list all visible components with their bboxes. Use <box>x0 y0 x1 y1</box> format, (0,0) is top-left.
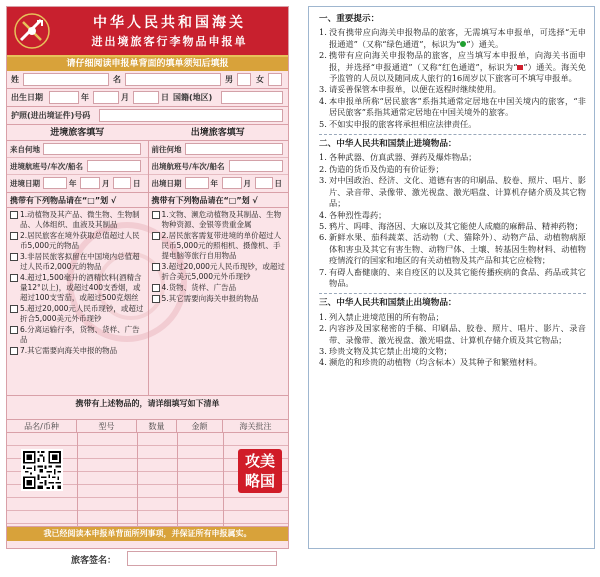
given-name-label: 名 <box>113 75 121 84</box>
prohibited-export-item <box>319 312 586 323</box>
from-label: 来自何地 <box>10 145 40 154</box>
item-number: 1. <box>319 27 327 38</box>
outgoing-item-text: 1.文物、濒危动植物及其制品、生物物种资源、金银等贵重金属 <box>161 210 282 229</box>
outgoing-year-label: 年 <box>210 179 218 188</box>
col-model: 型号 <box>77 420 137 432</box>
outgoing-month-label: 月 <box>243 179 251 188</box>
carry-incoming-title: 携带有下列物品请在“□”划 √ <box>10 196 117 205</box>
col-quantity: 数量 <box>137 420 177 432</box>
notice-bar: 请仔细阅读申报单背面的填单须知后填报 <box>7 57 288 71</box>
form-subtitle: 进出境旅客行李物品申报单 <box>91 35 248 48</box>
item-text: 列入禁止进境范围的所有物品； <box>329 311 444 322</box>
outgoing-item-checkbox[interactable] <box>152 295 160 303</box>
outgoing-flight-field[interactable] <box>229 160 283 172</box>
incoming-month-label: 月 <box>102 179 110 188</box>
signature-row <box>7 541 288 577</box>
outgoing-item <box>152 231 286 261</box>
name-row <box>7 71 288 89</box>
travel-section-title <box>7 125 288 141</box>
red-square-icon <box>517 65 523 70</box>
item-number: 2. <box>319 50 327 61</box>
incoming-item-checkbox[interactable] <box>10 347 18 355</box>
declare-table-header <box>7 420 288 433</box>
prohibited-export-item <box>319 346 586 357</box>
prohibited-export-item <box>319 357 586 368</box>
incoming-year-field[interactable] <box>43 177 67 189</box>
prohibited-import-item <box>319 267 586 290</box>
outgoing-item-text: 3.超过20,000元人民币现钞，或超过折合美元5,000元外币现钞 <box>161 262 285 281</box>
incoming-item-text: 4.超过1,500毫升的酒精饮料(酒精含量12°以上)，或超过400支香烟，或超过100支雪茄，或超过500克烟丝 <box>20 273 142 302</box>
prohibited-import-item <box>319 152 586 163</box>
outgoing-month-field[interactable] <box>222 177 242 189</box>
incoming-item <box>10 210 145 230</box>
item-number: 3. <box>319 175 327 186</box>
item-number: 2. <box>319 163 327 174</box>
incoming-flight-label: 进境航班号/车次/船名 <box>10 162 83 171</box>
prohibited-export-item <box>319 323 586 346</box>
passport-field[interactable] <box>99 109 283 122</box>
confirm-statement: 我已经阅读本申报单背面所列事项，并保证所有申报属实。 <box>7 527 288 541</box>
outgoing-title: 出境旅客填写 <box>190 128 245 138</box>
nationality-field[interactable] <box>221 91 283 104</box>
incoming-month-field[interactable] <box>80 177 100 189</box>
male-checkbox[interactable] <box>237 73 251 86</box>
section-prohibited-import-title: 二、中华人民共和国禁止进境物品： <box>319 139 457 150</box>
incoming-item-checkbox[interactable] <box>10 274 18 282</box>
birth-month-field[interactable] <box>93 91 119 104</box>
promo-stamp <box>238 449 282 493</box>
item-number: 5. <box>319 118 327 129</box>
outgoing-item-text: 4.货物、货样、广告品 <box>161 283 237 292</box>
incoming-item <box>10 304 145 324</box>
item-text: 内容涉及国家秘密的手稿、印刷品、胶卷、照片、唱片、影片、录音带、录像带、激光视盘、激光唱盘、计算机存储介质及其它物品； <box>329 323 586 345</box>
incoming-item-text: 5.超过20,000元人民币现钞，或超过折合5,000美元外币现钞 <box>20 304 144 323</box>
female-label: 女 <box>256 75 264 84</box>
passport-row <box>7 107 288 125</box>
outgoing-item-checkbox[interactable] <box>152 263 160 271</box>
item-number: 4. <box>319 209 327 220</box>
surname-field[interactable] <box>23 73 109 86</box>
carry-outgoing-title: 携带有下列物品请在“□”划 √ <box>148 193 289 207</box>
incoming-item-text: 1.动植物及其产品、微生物、生物制品、人体组织、血液及其制品 <box>20 210 140 229</box>
incoming-item-checkbox[interactable] <box>10 253 18 261</box>
declare-list-title: 携带有上述物品的，请详细填写如下清单 <box>7 396 288 420</box>
incoming-year-label: 年 <box>69 179 77 188</box>
incoming-flight-field[interactable] <box>87 160 141 172</box>
year-label: 年 <box>81 93 89 102</box>
outgoing-year-field[interactable] <box>185 177 209 189</box>
incoming-column <box>7 141 148 192</box>
item-text: 不如实申报的旅客将承担相应法律责任。 <box>329 118 477 129</box>
incoming-item-checkbox[interactable] <box>10 232 18 240</box>
incoming-title: 进境旅客填写 <box>50 128 105 138</box>
incoming-item-checkbox[interactable] <box>10 326 18 334</box>
incoming-item <box>10 231 145 251</box>
month-label: 月 <box>121 93 129 102</box>
instructions-panel <box>308 6 595 549</box>
outgoing-day-field[interactable] <box>255 177 273 189</box>
incoming-item-text: 3.非居民旅客拟留在中国境内总值超过人民币2,000元的物品 <box>20 252 140 271</box>
col-amount: 金额 <box>177 420 223 432</box>
passport-label: 护照(进出境证件)号码 <box>11 111 91 120</box>
item-text: 濒危的和珍贵的动植物（均含标本）及其种子和繁殖材料。 <box>329 357 542 368</box>
section-prohibited-export-title: 三、中华人民共和国禁止出境物品： <box>319 298 457 309</box>
signature-label: 旅客签名： <box>71 556 117 566</box>
col-item-name: 品名/币种 <box>7 420 77 432</box>
carry-header <box>7 193 288 208</box>
item-text: 本申报单所称“居民旅客”系指其通常定居地在中国关境内的旅客，“非居民旅客”系指其通常定居地在中国关境外的旅客。 <box>329 95 586 118</box>
incoming-item-text: 7.其它需要向海关申报的物品 <box>20 346 118 355</box>
incoming-date-label: 进境日期 <box>10 179 40 188</box>
declaration-form <box>6 6 289 566</box>
outgoing-date-label: 出境日期 <box>151 179 182 188</box>
birth-year-field[interactable] <box>49 91 79 104</box>
important-item <box>319 84 586 95</box>
important-item <box>319 27 586 50</box>
outgoing-item <box>152 210 286 230</box>
nationality-label: 国籍(地区) <box>173 93 213 102</box>
outgoing-item-checkbox[interactable] <box>152 284 160 292</box>
prohibited-import-item <box>319 221 586 232</box>
prohibited-import-item <box>319 210 586 221</box>
green-dot-icon <box>460 41 466 47</box>
item-number: 4. <box>319 357 327 368</box>
to-field[interactable] <box>185 143 283 155</box>
item-number: 1. <box>319 311 327 322</box>
incoming-item <box>10 325 145 345</box>
incoming-item-checkbox[interactable] <box>10 305 18 313</box>
customs-emblem-icon <box>13 12 51 50</box>
surname-label: 姓 <box>11 75 19 84</box>
form-title: 中华人民共和国海关 <box>93 15 246 31</box>
item-text: 珍贵文物及其它禁止出境的文物； <box>329 345 452 356</box>
birth-day-field[interactable] <box>133 91 159 104</box>
important-item <box>319 96 586 119</box>
to-label: 前往何地 <box>151 145 182 154</box>
outgoing-item <box>152 294 286 304</box>
declare-table-body[interactable] <box>7 433 288 527</box>
incoming-day-field[interactable] <box>113 177 131 189</box>
item-text: 伪造的货币及伪造的有价证券； <box>329 163 444 174</box>
outgoing-flight-label: 出境航班号/车次/船名 <box>151 162 225 171</box>
item-text: 请妥善保管本申报单，以便在返程时继续使用。 <box>329 84 501 95</box>
item-text: 鸦片、吗啡、海洛因、大麻以及其它能使人成瘾的麻醉品、精神药物； <box>329 220 583 231</box>
from-field[interactable] <box>43 143 141 155</box>
day-label: 日 <box>161 93 169 102</box>
outgoing-item-checkbox[interactable] <box>152 211 160 219</box>
incoming-item-checkbox[interactable] <box>10 211 18 219</box>
item-text: 各种武器、仿真武器、弹药及爆炸物品； <box>329 152 477 163</box>
item-number: 6. <box>319 232 327 243</box>
male-label: 男 <box>225 75 233 84</box>
item-text: 对中国政治、经济、文化、道德有害的印刷品、胶卷、照片、唱片、影片、录音带、录像带、激光视盘、激光唱盘、计算机存储介质及其它物品； <box>329 175 586 209</box>
stamp-text: 攻美略国 <box>244 452 275 490</box>
important-item <box>319 50 586 84</box>
outgoing-item <box>152 262 286 282</box>
outgoing-column <box>148 141 289 192</box>
item-number: 1. <box>319 152 327 163</box>
incoming-item <box>10 252 145 272</box>
prohibited-import-item <box>319 175 586 209</box>
item-number: 2. <box>319 323 327 334</box>
item-number: 7. <box>319 266 327 277</box>
incoming-item <box>10 273 145 303</box>
incoming-item <box>10 346 145 356</box>
incoming-items <box>7 208 148 395</box>
birth-date-label: 出生日期 <box>11 93 43 102</box>
item-text: 有碍人畜健康的、来自疫区的以及其它能传播疾病的食品、药品或其它物品。 <box>329 266 586 288</box>
item-number: 3. <box>319 345 327 356</box>
section-important-title: 一、重要提示： <box>319 14 380 24</box>
carry-items <box>7 208 288 396</box>
outgoing-items <box>148 208 289 395</box>
item-text: 没有携带应向海关申报物品的旅客，无需填写本申报单，可选择“无申报通道”（又称“绿色通道”，标识为“ ”）通关。 <box>329 27 586 49</box>
important-item <box>319 119 586 130</box>
signature-field[interactable] <box>127 551 277 566</box>
birth-row <box>7 89 288 107</box>
form-header <box>7 7 288 57</box>
outgoing-item-checkbox[interactable] <box>152 232 160 240</box>
incoming-item-text: 6.分离运输行李，货物、货样、广告品 <box>20 325 140 344</box>
travel-info <box>7 141 288 193</box>
col-customs-note: 海关批注 <box>239 422 272 431</box>
incoming-day-label: 日 <box>133 179 141 188</box>
item-text: 携带有应向海关申报物品的旅客，应当填写本申报单，向海关书面申报，并选择“申报通道”（又称“红色通道”，标识为“ ”）通关。海关免予监管的人员以及随同成人旅行的16周岁以下旅客可不填写申报单。 <box>329 50 586 84</box>
qr-code-icon <box>21 449 63 491</box>
item-text: 各种烈性毒药； <box>329 209 387 220</box>
item-number: 3. <box>319 84 327 95</box>
outgoing-item <box>152 283 286 293</box>
prohibited-import-item <box>319 164 586 175</box>
prohibited-import-item <box>319 232 586 266</box>
item-text: 新鲜水果、茄科蔬菜、活动物（犬、猫除外）、动物产品、动植物病原体和害虫及其它有害生物、动物尸体、土壤、转基因生物材料、动植物疫情流行的国家和地区的有关动植物及其产品和其它应检物； <box>329 232 586 266</box>
incoming-item-text: 2.居民旅客在境外获取总值超过人民币5,000元的物品 <box>20 231 140 250</box>
divider <box>319 293 586 294</box>
outgoing-day-label: 日 <box>274 179 282 188</box>
divider <box>319 134 586 135</box>
given-name-field[interactable] <box>125 73 221 86</box>
item-number: 4. <box>319 95 327 106</box>
female-checkbox[interactable] <box>268 73 282 86</box>
outgoing-item-text: 2.居民旅客需复带进境的单价超过人民币5,000元的照相机、摄像机、手提电脑等旅行自用物品 <box>161 231 282 260</box>
item-number: 5. <box>319 220 327 231</box>
outgoing-item-text: 5.其它需要向海关申报的物品 <box>161 294 259 303</box>
